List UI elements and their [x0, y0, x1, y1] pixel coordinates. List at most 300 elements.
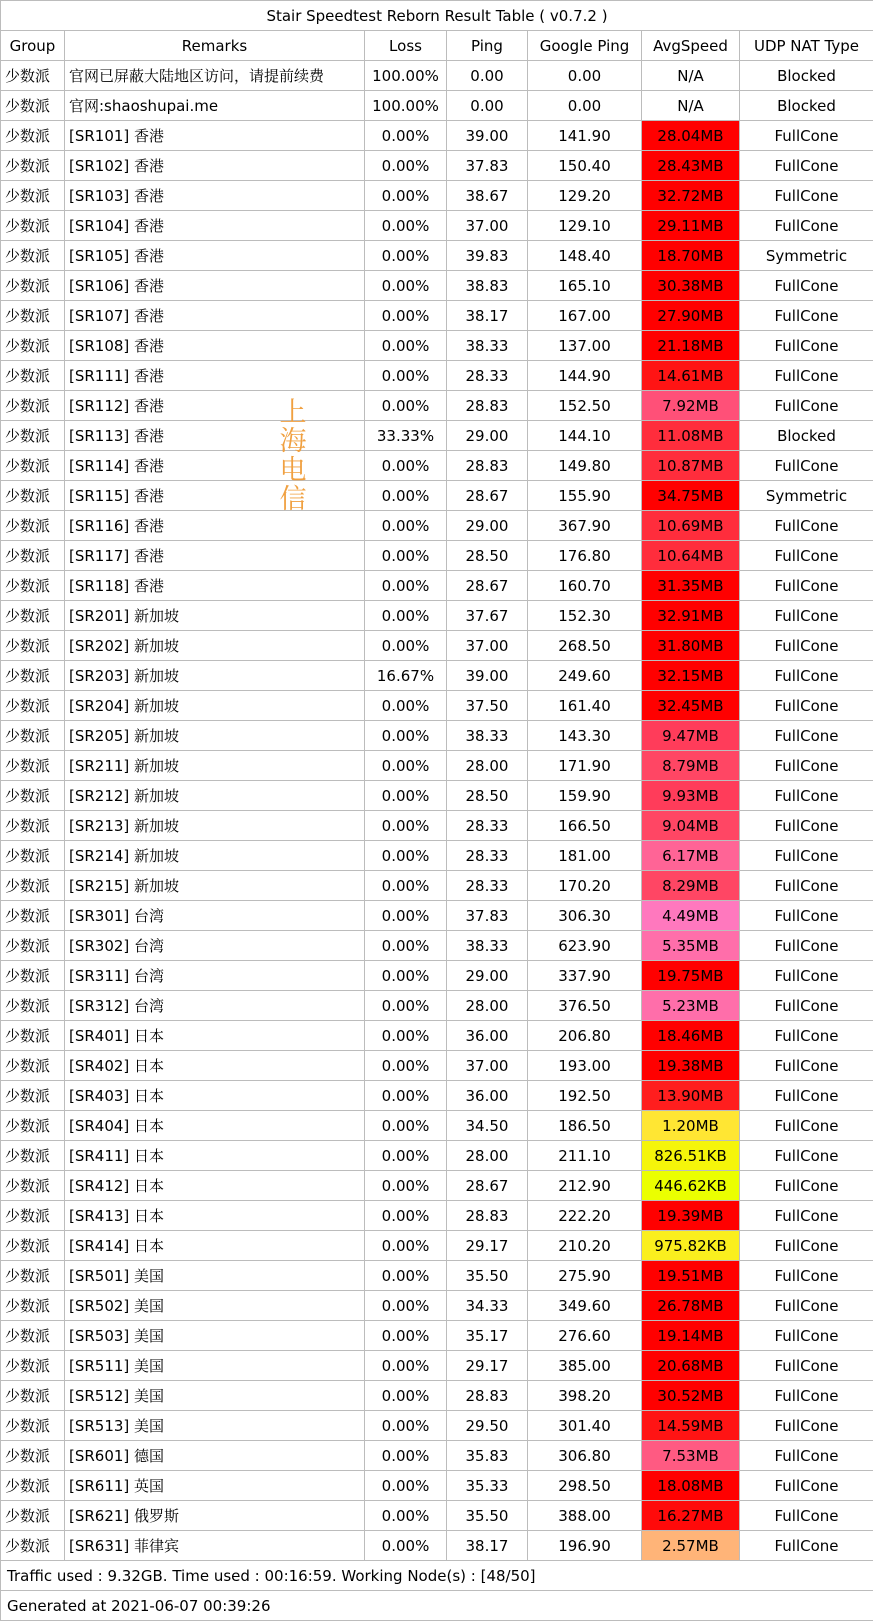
remarks-cell: [SR312] 台湾: [65, 991, 365, 1021]
table-row: [1, 1351, 873, 1381]
loss-cell: 0.00%: [365, 151, 447, 181]
ping-cell: 28.83: [447, 391, 528, 421]
loss-cell: 0.00%: [365, 871, 447, 901]
table-row: [1, 121, 873, 151]
ping-cell: 28.33: [447, 841, 528, 871]
udp-nat-type-cell: FullCone: [740, 391, 873, 421]
ping-cell: 38.33: [447, 931, 528, 961]
remarks-cell: [SR414] 日本: [65, 1231, 365, 1261]
table-row: [1, 541, 873, 571]
group-cell: 少数派: [1, 121, 65, 151]
group-cell: 少数派: [1, 571, 65, 601]
remarks-cell: [SR202] 新加坡: [65, 631, 365, 661]
udp-nat-type-cell: FullCone: [740, 1321, 873, 1351]
group-cell: 少数派: [1, 271, 65, 301]
remarks-cell: 官网:shaoshupai.me: [65, 91, 365, 121]
ping-cell: 38.67: [447, 181, 528, 211]
google-ping-cell: 388.00: [528, 1501, 642, 1531]
udp-nat-type-cell: FullCone: [740, 721, 873, 751]
ping-cell: 37.83: [447, 151, 528, 181]
table-row: [1, 271, 873, 301]
table-row: [1, 1321, 873, 1351]
loss-cell: 0.00%: [365, 1111, 447, 1141]
udp-nat-type-cell: FullCone: [740, 1171, 873, 1201]
google-ping-cell: 137.00: [528, 331, 642, 361]
avgspeed-cell: 7.53MB: [642, 1441, 740, 1471]
google-ping-cell: 129.20: [528, 181, 642, 211]
loss-cell: 0.00%: [365, 931, 447, 961]
google-ping-cell: 306.80: [528, 1441, 642, 1471]
group-cell: 少数派: [1, 631, 65, 661]
table-row: [1, 751, 873, 781]
header-remarks: Remarks: [65, 31, 365, 61]
avgspeed-cell: 32.45MB: [642, 691, 740, 721]
avgspeed-cell: 16.27MB: [642, 1501, 740, 1531]
udp-nat-type-cell: FullCone: [740, 1081, 873, 1111]
remarks-cell: [SR115] 香港: [65, 481, 365, 511]
udp-nat-type-cell: FullCone: [740, 151, 873, 181]
loss-cell: 0.00%: [365, 1501, 447, 1531]
remarks-cell: [SR204] 新加坡: [65, 691, 365, 721]
google-ping-cell: 171.90: [528, 751, 642, 781]
remarks-cell: [SR211] 新加坡: [65, 751, 365, 781]
table-row: [1, 691, 873, 721]
group-cell: 少数派: [1, 1381, 65, 1411]
table-title: Stair Speedtest Reborn Result Table ( v0.7.2 ): [1, 1, 873, 31]
google-ping-cell: 398.20: [528, 1381, 642, 1411]
loss-cell: 0.00%: [365, 571, 447, 601]
table-row: [1, 391, 873, 421]
group-cell: 少数派: [1, 811, 65, 841]
avgspeed-cell: 11.08MB: [642, 421, 740, 451]
ping-cell: 29.17: [447, 1351, 528, 1381]
udp-nat-type-cell: FullCone: [740, 1261, 873, 1291]
google-ping-cell: 165.10: [528, 271, 642, 301]
google-ping-cell: 306.30: [528, 901, 642, 931]
avgspeed-cell: 32.72MB: [642, 181, 740, 211]
remarks-cell: [SR106] 香港: [65, 271, 365, 301]
group-cell: 少数派: [1, 1531, 65, 1561]
google-ping-cell: 301.40: [528, 1411, 642, 1441]
loss-cell: 0.00%: [365, 1051, 447, 1081]
table-row: [1, 1111, 873, 1141]
loss-cell: 0.00%: [365, 1201, 447, 1231]
udp-nat-type-cell: Symmetric: [740, 481, 873, 511]
group-cell: 少数派: [1, 1111, 65, 1141]
header-row: [1, 31, 873, 61]
loss-cell: 100.00%: [365, 91, 447, 121]
table-row: [1, 331, 873, 361]
group-cell: 少数派: [1, 721, 65, 751]
group-cell: 少数派: [1, 1021, 65, 1051]
loss-cell: 0.00%: [365, 511, 447, 541]
remarks-cell: [SR102] 香港: [65, 151, 365, 181]
loss-cell: 0.00%: [365, 781, 447, 811]
group-cell: 少数派: [1, 751, 65, 781]
remarks-cell: [SR104] 香港: [65, 211, 365, 241]
table-row: [1, 91, 873, 121]
udp-nat-type-cell: FullCone: [740, 571, 873, 601]
avgspeed-cell: 20.68MB: [642, 1351, 740, 1381]
loss-cell: 0.00%: [365, 271, 447, 301]
group-cell: 少数派: [1, 781, 65, 811]
table-row: [1, 1051, 873, 1081]
udp-nat-type-cell: FullCone: [740, 781, 873, 811]
remarks-cell: [SR404] 日本: [65, 1111, 365, 1141]
remarks-cell: [SR503] 美国: [65, 1321, 365, 1351]
udp-nat-type-cell: FullCone: [740, 1021, 873, 1051]
google-ping-cell: 222.20: [528, 1201, 642, 1231]
remarks-cell: [SR111] 香港: [65, 361, 365, 391]
group-cell: 少数派: [1, 1501, 65, 1531]
avgspeed-cell: 18.08MB: [642, 1471, 740, 1501]
google-ping-cell: 196.90: [528, 1531, 642, 1561]
google-ping-cell: 167.00: [528, 301, 642, 331]
remarks-cell: [SR502] 美国: [65, 1291, 365, 1321]
udp-nat-type-cell: FullCone: [740, 1231, 873, 1261]
google-ping-cell: 144.90: [528, 361, 642, 391]
udp-nat-type-cell: FullCone: [740, 601, 873, 631]
ping-cell: 28.50: [447, 781, 528, 811]
google-ping-cell: 385.00: [528, 1351, 642, 1381]
group-cell: 少数派: [1, 91, 65, 121]
group-cell: 少数派: [1, 1291, 65, 1321]
group-cell: 少数派: [1, 241, 65, 271]
table-row: [1, 1081, 873, 1111]
ping-cell: 28.83: [447, 1201, 528, 1231]
group-cell: 少数派: [1, 931, 65, 961]
loss-cell: 0.00%: [365, 331, 447, 361]
udp-nat-type-cell: FullCone: [740, 1441, 873, 1471]
udp-nat-type-cell: FullCone: [740, 541, 873, 571]
loss-cell: 33.33%: [365, 421, 447, 451]
google-ping-cell: 152.50: [528, 391, 642, 421]
ping-cell: 35.17: [447, 1321, 528, 1351]
ping-cell: 29.17: [447, 1231, 528, 1261]
group-cell: 少数派: [1, 1201, 65, 1231]
loss-cell: 0.00%: [365, 1171, 447, 1201]
avgspeed-cell: 19.38MB: [642, 1051, 740, 1081]
ping-cell: 38.33: [447, 331, 528, 361]
udp-nat-type-cell: FullCone: [740, 1351, 873, 1381]
table-row: [1, 1531, 873, 1561]
remarks-cell: [SR107] 香港: [65, 301, 365, 331]
avgspeed-cell: 10.87MB: [642, 451, 740, 481]
loss-cell: 0.00%: [365, 181, 447, 211]
table-row: [1, 451, 873, 481]
table-row: [1, 1141, 873, 1171]
table-row: [1, 1411, 873, 1441]
loss-cell: 0.00%: [365, 1351, 447, 1381]
avgspeed-cell: 19.14MB: [642, 1321, 740, 1351]
ping-cell: 38.17: [447, 301, 528, 331]
table-row: [1, 961, 873, 991]
loss-cell: 0.00%: [365, 481, 447, 511]
traffic-summary: Traffic used : 9.32GB. Time used : 00:16:59. Working Node(s) : [48/50]: [1, 1561, 873, 1591]
header-group: Group: [1, 31, 65, 61]
udp-nat-type-cell: FullCone: [740, 1411, 873, 1441]
avgspeed-cell: 29.11MB: [642, 211, 740, 241]
group-cell: 少数派: [1, 61, 65, 91]
group-cell: 少数派: [1, 151, 65, 181]
google-ping-cell: 249.60: [528, 661, 642, 691]
avgspeed-cell: 1.20MB: [642, 1111, 740, 1141]
remarks-cell: [SR511] 美国: [65, 1351, 365, 1381]
avgspeed-cell: 7.92MB: [642, 391, 740, 421]
avgspeed-cell: 26.78MB: [642, 1291, 740, 1321]
ping-cell: 28.00: [447, 1141, 528, 1171]
remarks-cell: [SR205] 新加坡: [65, 721, 365, 751]
ping-cell: 39.83: [447, 241, 528, 271]
avgspeed-cell: 21.18MB: [642, 331, 740, 361]
google-ping-cell: 206.80: [528, 1021, 642, 1051]
avgspeed-cell: 2.57MB: [642, 1531, 740, 1561]
table-row: [1, 361, 873, 391]
remarks-cell: [SR302] 台湾: [65, 931, 365, 961]
google-ping-cell: 192.50: [528, 1081, 642, 1111]
avgspeed-cell: 8.29MB: [642, 871, 740, 901]
loss-cell: 0.00%: [365, 691, 447, 721]
loss-cell: 0.00%: [365, 391, 447, 421]
udp-nat-type-cell: FullCone: [740, 1111, 873, 1141]
loss-cell: 0.00%: [365, 361, 447, 391]
group-cell: 少数派: [1, 1471, 65, 1501]
table-row: [1, 301, 873, 331]
avgspeed-cell: 975.82KB: [642, 1231, 740, 1261]
remarks-cell: [SR114] 香港: [65, 451, 365, 481]
remarks-cell: [SR621] 俄罗斯: [65, 1501, 365, 1531]
ping-cell: 35.83: [447, 1441, 528, 1471]
table-row: [1, 211, 873, 241]
group-cell: 少数派: [1, 361, 65, 391]
ping-cell: 29.00: [447, 511, 528, 541]
loss-cell: 0.00%: [365, 961, 447, 991]
loss-cell: 0.00%: [365, 1081, 447, 1111]
table-row: [1, 871, 873, 901]
avgspeed-cell: 28.04MB: [642, 121, 740, 151]
group-cell: 少数派: [1, 1081, 65, 1111]
remarks-cell: [SR201] 新加坡: [65, 601, 365, 631]
remarks-cell: [SR118] 香港: [65, 571, 365, 601]
group-cell: 少数派: [1, 301, 65, 331]
ping-cell: 28.00: [447, 991, 528, 1021]
watermark-char: 海: [278, 427, 308, 456]
table-row: [1, 481, 873, 511]
udp-nat-type-cell: FullCone: [740, 931, 873, 961]
group-cell: 少数派: [1, 1441, 65, 1471]
ping-cell: 29.00: [447, 961, 528, 991]
ping-cell: 35.50: [447, 1501, 528, 1531]
udp-nat-type-cell: FullCone: [740, 1501, 873, 1531]
remarks-cell: [SR214] 新加坡: [65, 841, 365, 871]
google-ping-cell: 298.50: [528, 1471, 642, 1501]
google-ping-cell: 186.50: [528, 1111, 642, 1141]
loss-cell: 0.00%: [365, 901, 447, 931]
google-ping-cell: 181.00: [528, 841, 642, 871]
group-cell: 少数派: [1, 991, 65, 1021]
udp-nat-type-cell: FullCone: [740, 631, 873, 661]
udp-nat-type-cell: FullCone: [740, 871, 873, 901]
group-cell: 少数派: [1, 961, 65, 991]
ping-cell: 29.00: [447, 421, 528, 451]
group-cell: 少数派: [1, 1411, 65, 1441]
avgspeed-cell: 28.43MB: [642, 151, 740, 181]
watermark-char: 信: [278, 485, 308, 514]
google-ping-cell: 276.60: [528, 1321, 642, 1351]
remarks-cell: [SR215] 新加坡: [65, 871, 365, 901]
ping-cell: 28.83: [447, 451, 528, 481]
ping-cell: 37.67: [447, 601, 528, 631]
udp-nat-type-cell: FullCone: [740, 961, 873, 991]
header-udp-nat-type: UDP NAT Type: [740, 31, 873, 61]
remarks-cell: [SR108] 香港: [65, 331, 365, 361]
group-cell: 少数派: [1, 541, 65, 571]
ping-cell: 37.00: [447, 631, 528, 661]
loss-cell: 100.00%: [365, 61, 447, 91]
table-row: [1, 1201, 873, 1231]
group-cell: 少数派: [1, 871, 65, 901]
google-ping-cell: 0.00: [528, 61, 642, 91]
loss-cell: 0.00%: [365, 1021, 447, 1051]
google-ping-cell: 143.30: [528, 721, 642, 751]
google-ping-cell: 170.20: [528, 871, 642, 901]
ping-cell: 38.83: [447, 271, 528, 301]
google-ping-cell: 149.80: [528, 451, 642, 481]
ping-cell: 35.50: [447, 1261, 528, 1291]
udp-nat-type-cell: FullCone: [740, 1051, 873, 1081]
table-row: [1, 151, 873, 181]
udp-nat-type-cell: FullCone: [740, 211, 873, 241]
table-row: [1, 811, 873, 841]
udp-nat-type-cell: FullCone: [740, 511, 873, 541]
google-ping-cell: 141.90: [528, 121, 642, 151]
avgspeed-cell: 4.49MB: [642, 901, 740, 931]
ping-cell: 39.00: [447, 121, 528, 151]
udp-nat-type-cell: FullCone: [740, 901, 873, 931]
google-ping-cell: 337.90: [528, 961, 642, 991]
group-cell: 少数派: [1, 511, 65, 541]
google-ping-cell: 193.00: [528, 1051, 642, 1081]
loss-cell: 0.00%: [365, 601, 447, 631]
udp-nat-type-cell: FullCone: [740, 271, 873, 301]
udp-nat-type-cell: FullCone: [740, 991, 873, 1021]
remarks-cell: [SR513] 美国: [65, 1411, 365, 1441]
google-ping-cell: 144.10: [528, 421, 642, 451]
google-ping-cell: 176.80: [528, 541, 642, 571]
udp-nat-type-cell: FullCone: [740, 181, 873, 211]
google-ping-cell: 160.70: [528, 571, 642, 601]
group-cell: 少数派: [1, 841, 65, 871]
group-cell: 少数派: [1, 691, 65, 721]
header-ping: Ping: [447, 31, 528, 61]
ping-cell: 38.17: [447, 1531, 528, 1561]
header-loss: Loss: [365, 31, 447, 61]
group-cell: 少数派: [1, 211, 65, 241]
table-row: [1, 1381, 873, 1411]
group-cell: 少数派: [1, 481, 65, 511]
table-row: [1, 991, 873, 1021]
udp-nat-type-cell: FullCone: [740, 1471, 873, 1501]
remarks-cell: [SR411] 日本: [65, 1141, 365, 1171]
remarks-cell: [SR501] 美国: [65, 1261, 365, 1291]
udp-nat-type-cell: Blocked: [740, 91, 873, 121]
header-avgspeed: AvgSpeed: [642, 31, 740, 61]
google-ping-cell: 161.40: [528, 691, 642, 721]
loss-cell: 0.00%: [365, 1441, 447, 1471]
avgspeed-cell: 14.59MB: [642, 1411, 740, 1441]
udp-nat-type-cell: Symmetric: [740, 241, 873, 271]
udp-nat-type-cell: Blocked: [740, 421, 873, 451]
loss-cell: 0.00%: [365, 1321, 447, 1351]
remarks-cell: [SR213] 新加坡: [65, 811, 365, 841]
avgspeed-cell: 30.38MB: [642, 271, 740, 301]
loss-cell: 0.00%: [365, 751, 447, 781]
table-row: [1, 1261, 873, 1291]
google-ping-cell: 150.40: [528, 151, 642, 181]
avgspeed-cell: 18.70MB: [642, 241, 740, 271]
table-row: [1, 1291, 873, 1321]
avgspeed-cell: 5.35MB: [642, 931, 740, 961]
loss-cell: 0.00%: [365, 451, 447, 481]
loss-cell: 0.00%: [365, 211, 447, 241]
udp-nat-type-cell: FullCone: [740, 1201, 873, 1231]
group-cell: 少数派: [1, 181, 65, 211]
table-row: [1, 841, 873, 871]
table-row: [1, 511, 873, 541]
google-ping-cell: 152.30: [528, 601, 642, 631]
ping-cell: 35.33: [447, 1471, 528, 1501]
google-ping-cell: 159.90: [528, 781, 642, 811]
udp-nat-type-cell: FullCone: [740, 361, 873, 391]
loss-cell: 0.00%: [365, 721, 447, 751]
avgspeed-cell: 34.75MB: [642, 481, 740, 511]
google-ping-cell: 623.90: [528, 931, 642, 961]
group-cell: 少数派: [1, 1321, 65, 1351]
avgspeed-cell: 10.69MB: [642, 511, 740, 541]
table-row: [1, 661, 873, 691]
avgspeed-cell: 10.64MB: [642, 541, 740, 571]
table-row: [1, 901, 873, 931]
loss-cell: 0.00%: [365, 631, 447, 661]
table-row: [1, 721, 873, 751]
udp-nat-type-cell: FullCone: [740, 1141, 873, 1171]
group-cell: 少数派: [1, 1141, 65, 1171]
avgspeed-cell: 27.90MB: [642, 301, 740, 331]
remarks-cell: [SR212] 新加坡: [65, 781, 365, 811]
google-ping-cell: 211.10: [528, 1141, 642, 1171]
group-cell: 少数派: [1, 421, 65, 451]
loss-cell: 0.00%: [365, 1411, 447, 1441]
remarks-cell: [SR117] 香港: [65, 541, 365, 571]
avgspeed-cell: 18.46MB: [642, 1021, 740, 1051]
udp-nat-type-cell: FullCone: [740, 121, 873, 151]
group-cell: 少数派: [1, 451, 65, 481]
ping-cell: 0.00: [447, 91, 528, 121]
avgspeed-cell: 13.90MB: [642, 1081, 740, 1111]
table-row: [1, 1471, 873, 1501]
group-cell: 少数派: [1, 661, 65, 691]
google-ping-cell: 155.90: [528, 481, 642, 511]
loss-cell: 0.00%: [365, 1381, 447, 1411]
ping-cell: 29.50: [447, 1411, 528, 1441]
remarks-cell: [SR611] 英国: [65, 1471, 365, 1501]
remarks-cell: [SR301] 台湾: [65, 901, 365, 931]
remarks-cell: [SR101] 香港: [65, 121, 365, 151]
loss-cell: 0.00%: [365, 1291, 447, 1321]
table-row: [1, 181, 873, 211]
udp-nat-type-cell: FullCone: [740, 331, 873, 361]
ping-cell: 28.50: [447, 541, 528, 571]
